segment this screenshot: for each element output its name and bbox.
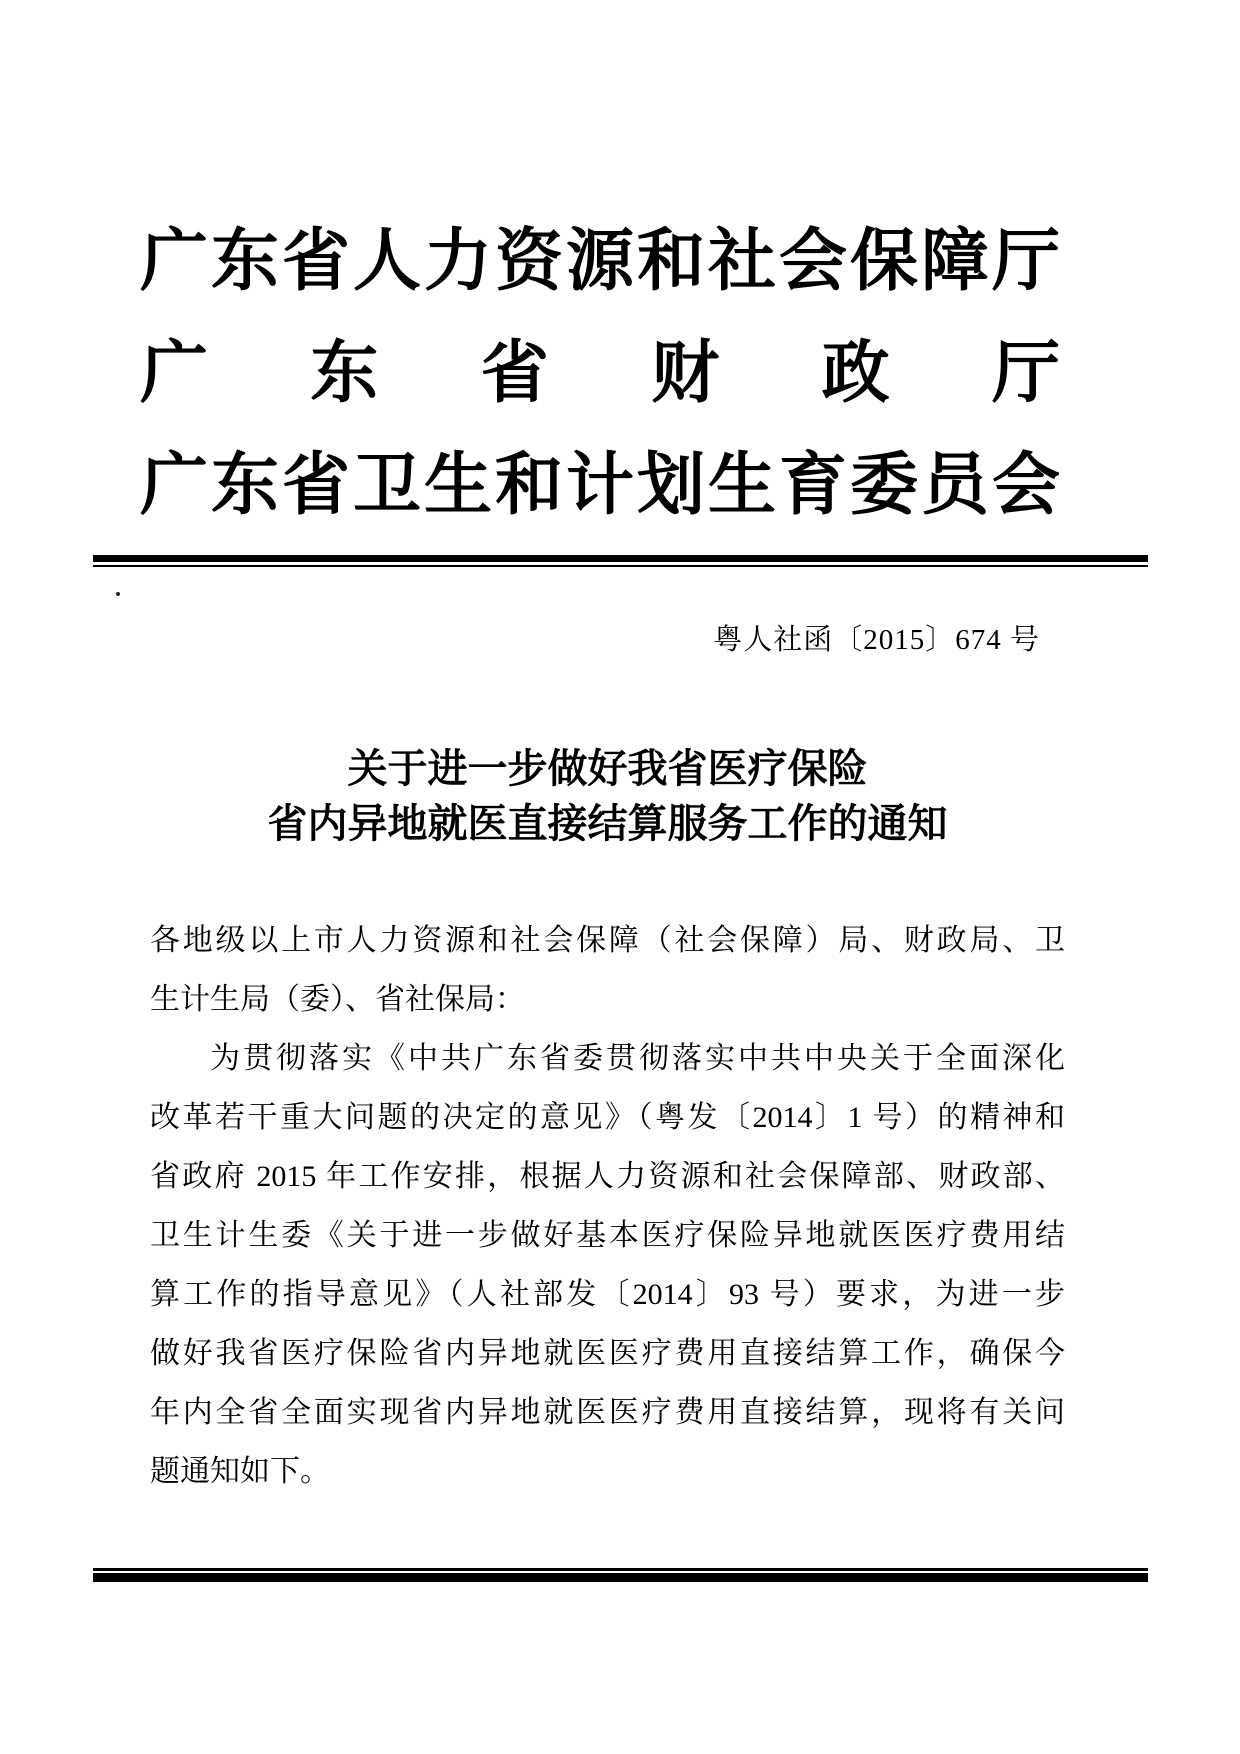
body-line: 题通知如下。 [150,1455,330,1488]
document-number: 粤人社函〔2015〕674 号 [713,624,1040,656]
body-line: 做好我省医疗保险省内异地就医医疗费用直接结算工作，确保今 [150,1337,1065,1370]
agency-name-line-1: 广东省人力资源和社会保障厅 [140,223,1060,299]
letterhead [140,205,1060,541]
footer-thick-bar [93,1573,1148,1582]
body-line: 算工作的指导意见》（人社部发〔2014〕93 号）要求，为进一步 [150,1278,1065,1311]
body-line: 各地级以上市人力资源和社会保障（社会保障）局、财政局、卫 [150,924,1065,957]
body-line: 生计生局（委）、省社保局： [150,983,525,1016]
divider-thin-bar [93,565,1148,567]
body-line: 省政府 2015 年工作安排，根据人力资源和社会保障部、财政部、 [150,1160,1065,1193]
agency-name-line-3: 广东省卫生和计划生育委员会 [140,447,1060,523]
document-body [150,911,1065,1501]
intro-paragraph [150,1029,1065,1501]
divider-thick-bar [93,555,1148,562]
salutation-paragraph [150,911,1065,1029]
body-line: 卫生计生委《关于进一步做好基本医疗保险异地就医医疗费用结 [150,1219,1065,1252]
title-line-2: 省内异地就医直接结算服务工作的通知 [267,801,948,846]
letterhead-divider-rule [93,555,1148,567]
scan-speck [116,592,120,596]
agency-name-line-2: 广东省财政厅 [140,335,1060,411]
document-title [150,741,1065,851]
body-line: 为贯彻落实《中共广东省委贯彻落实中共中央关于全面深化 [210,1042,1065,1075]
footer-rule [93,1568,1148,1582]
body-line: 年内全省全面实现省内异地就医医疗费用直接结算，现将有关问 [150,1396,1065,1429]
title-line-1: 关于进一步做好我省医疗保险 [347,746,868,791]
body-line: 改革若干重大问题的决定的意见》（粤发〔2014〕1 号）的精神和 [150,1101,1065,1134]
